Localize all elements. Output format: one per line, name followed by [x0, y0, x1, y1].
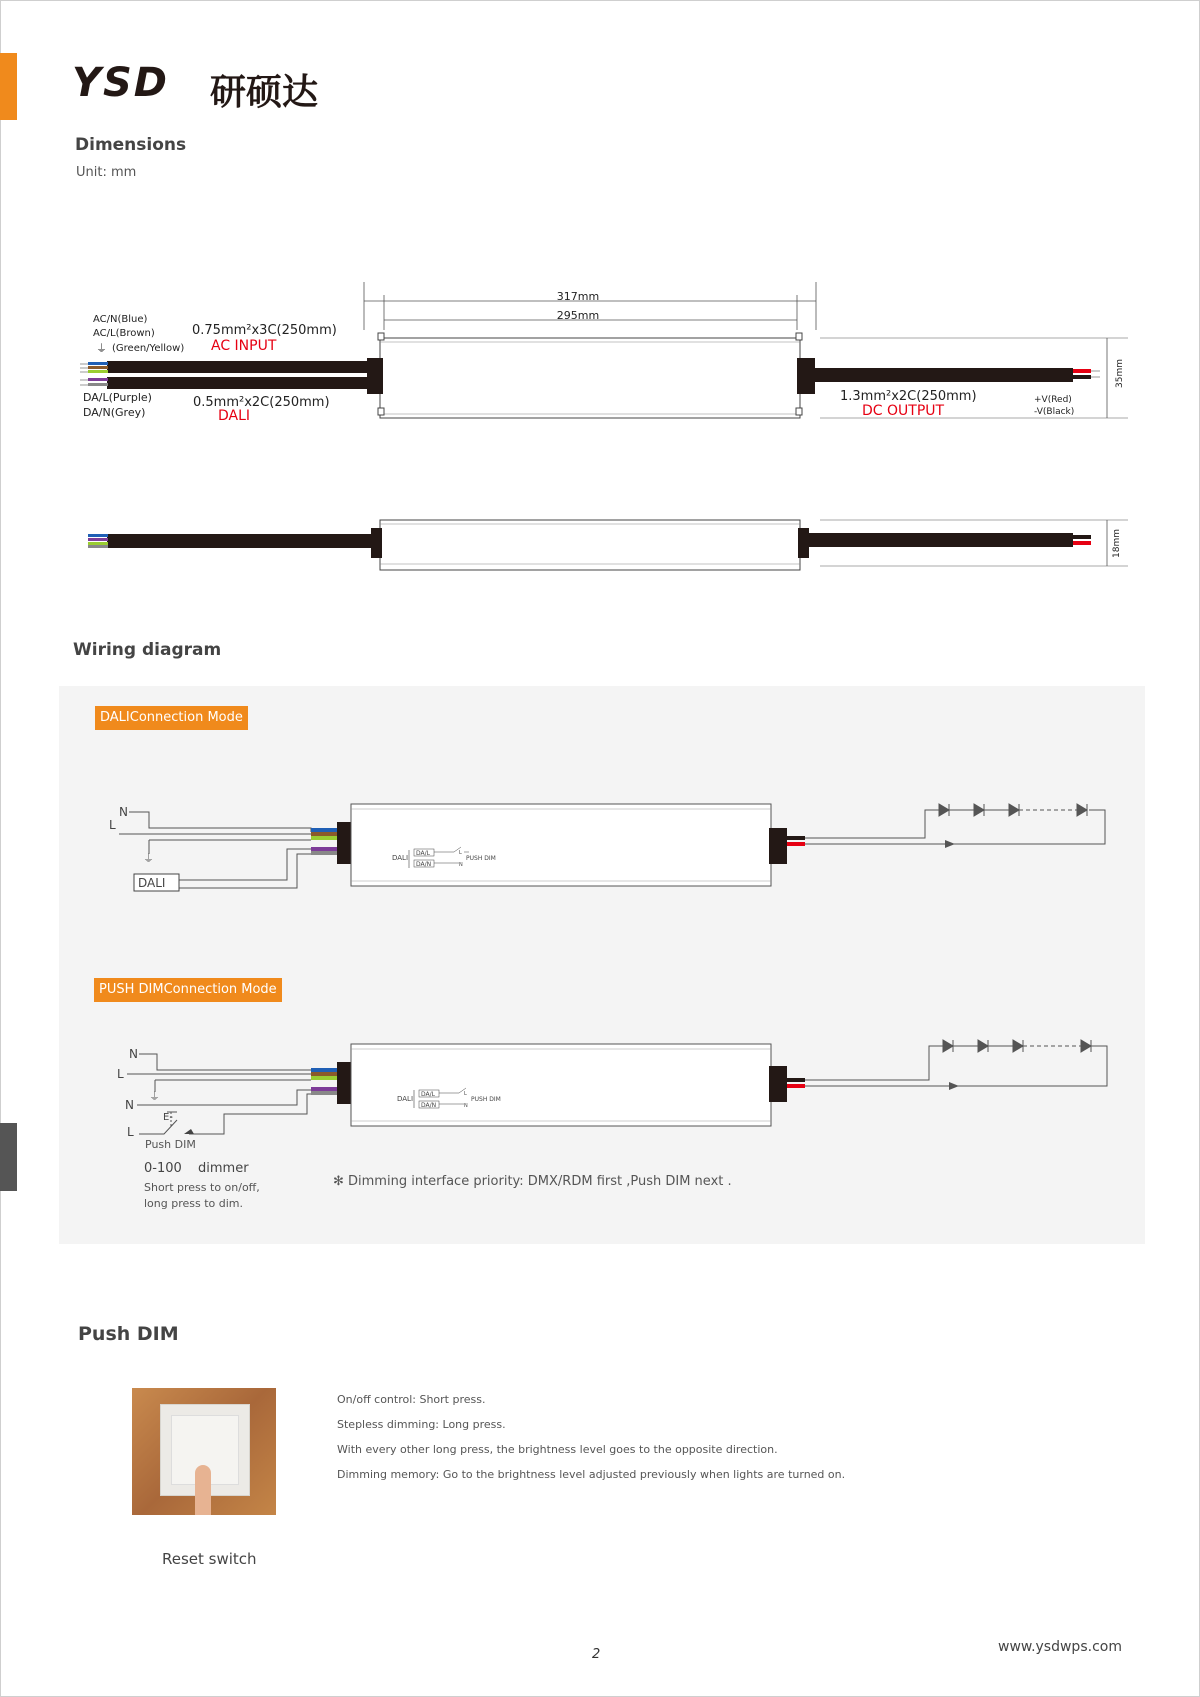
v-pos-label: +V(Red) [1034, 395, 1072, 405]
dali-n-label: N [119, 805, 128, 819]
push-n2-label: N [125, 1098, 134, 1112]
page-number: 2 [592, 1647, 601, 1662]
dim-317-label: 317mm [556, 290, 600, 303]
dali-l-label: L [109, 818, 116, 832]
da-n-label: DA/N(Grey) [83, 406, 146, 419]
dimmer-range: 0-100 [144, 1161, 182, 1176]
push-l-small: L [464, 1091, 467, 1097]
short-press-note: Short press to on/off, [144, 1181, 260, 1194]
dimensions-drawing [0, 270, 1200, 580]
dali-cable-label: 0.5mm²x2C(250mm) [193, 395, 330, 410]
dali-ground-icon: ⏚ [143, 852, 154, 865]
push-dim-line-2: Stepless dimming: Long press. [337, 1418, 506, 1431]
brand-logo: YSD [72, 60, 169, 106]
dali-dan-label: DA/N [416, 861, 432, 868]
dali-pushdim-small: PUSH DIM [466, 855, 496, 862]
push-dim-line-4: Dimming memory: Go to the brightness level adjusted previously when lights are turned on. [337, 1468, 846, 1481]
dali-wiring-diagram [59, 790, 1145, 900]
long-press-note: long press to dim. [144, 1197, 244, 1210]
dali-n-small: N [459, 862, 463, 868]
ac-cable-label: 0.75mm²x3C(250mm) [192, 323, 337, 338]
push-dal-label: DA/L [421, 1091, 435, 1098]
priority-note: ✻ Dimming interface priority: DMX/RDM first ,Push DIM next . [333, 1174, 732, 1189]
ac-l-label: AC/L(Brown) [93, 328, 155, 339]
dali-inner-label: DALI [392, 854, 409, 862]
push-dim-switch-label: Push DIM [145, 1138, 196, 1151]
v-neg-label: -V(Black) [1034, 407, 1075, 417]
ac-input-label: AC INPUT [211, 338, 277, 354]
reset-switch-caption: Reset switch [162, 1550, 257, 1568]
side-tab-accent [0, 53, 17, 120]
push-dan-label: DA/N [421, 1102, 437, 1109]
dimmer-word: dimmer [198, 1161, 249, 1176]
push-l-label: L [117, 1067, 124, 1081]
push-l2-label: L [127, 1125, 134, 1139]
ground-label: (Green/Yellow) [112, 343, 185, 354]
ac-n-label: AC/N(Blue) [93, 314, 148, 325]
finger [195, 1465, 211, 1515]
dc-cable-label: 1.3mm²x2C(250mm) [840, 389, 977, 404]
dim-35-label: 35mm [1115, 359, 1125, 388]
pushdim-wiring-diagram [59, 1030, 1145, 1250]
brand-name-cn: 研硕达 [210, 72, 319, 113]
reset-switch-image [132, 1388, 276, 1515]
push-dim-line-3: With every other long press, the brightness level goes to the opposite direction. [337, 1443, 778, 1456]
push-ground-icon: ⏚ [149, 1090, 160, 1103]
unit-label: Unit: mm [76, 165, 137, 180]
side-tab-grey [0, 1123, 17, 1191]
dimensions-title: Dimensions [75, 135, 187, 155]
wiring-title: Wiring diagram [73, 640, 222, 660]
push-n-label: N [129, 1047, 138, 1061]
dali-dal-label: DA/L [416, 850, 430, 857]
dali-box-label: DALI [138, 876, 166, 890]
dim-295-label: 295mm [556, 309, 600, 322]
da-l-label: DA/L(Purple) [83, 391, 152, 404]
dc-output-label: DC OUTPUT [862, 403, 945, 419]
push-dim-title: Push DIM [78, 1323, 179, 1345]
push-n-small: N [464, 1103, 468, 1109]
push-dim-line-1: On/off control: Short press. [337, 1393, 486, 1406]
dali-mode-badge: DALIConnection Mode [95, 706, 248, 730]
dim-18-label: 18mm [1112, 529, 1122, 558]
dali-l-small: L [459, 850, 462, 856]
push-dali-inner-label: DALI [397, 1095, 414, 1103]
push-mode-badge: PUSH DIMConnection Mode [94, 978, 282, 1002]
website-link[interactable]: www.ysdwps.com [998, 1639, 1122, 1655]
push-pushdim-small: PUSH DIM [471, 1096, 501, 1103]
ground-icon: ⏚ [96, 342, 107, 355]
dali-label: DALI [218, 408, 251, 424]
switch-icon: E- [163, 1112, 173, 1123]
